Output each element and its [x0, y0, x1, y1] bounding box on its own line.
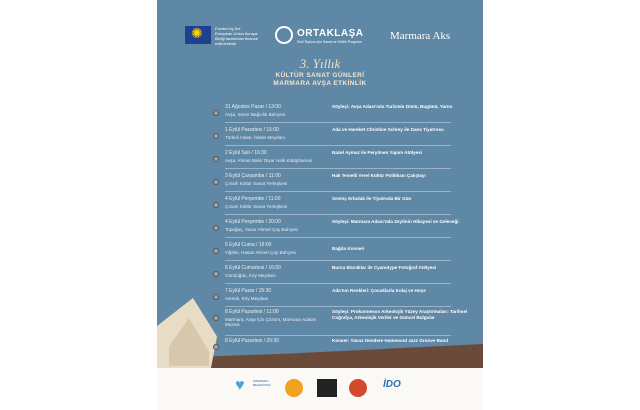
bullet-icon	[213, 344, 219, 350]
divider	[225, 306, 451, 307]
bullet-icon	[213, 271, 219, 277]
event-place: Marmara, Avşa İçin Çözüm, Marmara Adaları Müzesi	[225, 317, 317, 327]
event-place: Avşa, Ahmet Bakır Diyar Halk Kütüphanesi	[225, 158, 312, 163]
event-row	[211, 126, 451, 146]
event-title: Bağda Konseri	[332, 246, 365, 251]
event-row	[211, 103, 451, 123]
sponsor-seal-logo	[349, 379, 367, 397]
event-title: Sevinç Erbulak ile Tiyatroda Bir Gün	[332, 196, 412, 201]
bullet-icon	[213, 248, 219, 254]
event-place: Çınarlı Kültür Sanat Yerleşkesi	[225, 181, 288, 186]
event-title: Söyleşi: Avşa Adası'nda Turizmin Dünü, Bugünü, Yarını	[332, 104, 453, 109]
title-line-1: KÜLTÜR SANAT GÜNLERİ	[275, 72, 365, 79]
event-title: Hak Temelli Yerel Kültür Politikası Çalıştayı	[332, 173, 426, 178]
divider	[225, 145, 451, 146]
event-title: Burcu Bücüklar ile Cyanotype Fotoğraf Atölyesi	[332, 265, 437, 270]
event-date: 8 Eylül Pazartesi / 11:00	[225, 309, 279, 315]
event-place: Gündoğdu, Köy Meydanı	[225, 273, 276, 278]
heart-logo-icon: ♥	[235, 377, 245, 394]
event-date: 5 Eylül Cuma / 19:00	[225, 242, 272, 248]
event-title: Konser: Yavuz Dendere Hammond Jazz Groove Band	[332, 338, 449, 343]
bullet-icon	[213, 110, 219, 116]
bullet-icon	[213, 315, 219, 321]
divider	[225, 191, 451, 192]
divider	[225, 283, 451, 284]
event-date: 31 Ağustos Pazar / 13:00	[225, 104, 281, 110]
event-date: 1 Eylül Pazartesi / 15:00	[225, 127, 279, 133]
event-place: Topağaç, Yazar Ahmet Çay Bahçesi	[225, 227, 298, 232]
eu-flag-icon: ✺	[185, 26, 211, 44]
municipality-text: MARMARA BELEDİYESİ	[253, 379, 271, 387]
divider	[225, 237, 451, 238]
event-row	[211, 337, 451, 357]
divider	[225, 168, 451, 169]
event-row	[211, 287, 451, 307]
event-date: 6 Eylül Cumartesi / 16:00	[225, 265, 281, 271]
event-date: 7 Eylül Pazar / 15:30	[225, 288, 272, 294]
sponsor-footer	[157, 370, 483, 410]
event-date: 4 Eylül Perşembe / 20:00	[225, 219, 281, 225]
event-title: Nazel Aymaz ile Peryönen Yapım Atölyesi	[332, 150, 423, 155]
event-place: Yiğitler, Hasan Ahmet Çay Bahçesi	[225, 250, 296, 255]
event-place: Avşa, Sezer Bağcılık Bahçesi	[225, 112, 285, 117]
event-row	[211, 241, 451, 261]
event-place: Asmalı, Köy Meydanı	[225, 296, 269, 301]
eu-funding-text: Funded by the European Union Avrupa Birliği tarafından finanse edilmektedir	[215, 26, 258, 46]
poster	[157, 0, 483, 410]
event-place: Çınarlı Kültür Sanat Yerleşkesi	[225, 204, 288, 209]
marmara-aks-logo: Marmara Aks	[390, 30, 451, 42]
event-row	[211, 308, 468, 336]
ortaklasa-logo-icon	[275, 26, 293, 44]
event-row	[211, 172, 451, 192]
ortaklasa-title: ORTAKLAŞA	[297, 28, 364, 39]
sponsor-circle-logo	[285, 379, 303, 397]
event-date: 8 Eylül Pazartesi / 20:30	[225, 338, 279, 344]
event-date: 4 Eylül Perşembe / 11:00	[225, 196, 281, 202]
bullet-icon	[213, 225, 219, 231]
event-title: Ada ve Hareket Christine Schrey ile Dans Tiyatrosu	[332, 127, 444, 132]
divider	[225, 214, 451, 215]
event-place: Türkeli Adası, İskele Meydanı	[225, 135, 286, 140]
event-date: 3 Eylül Çarşamba / 11:00	[225, 173, 281, 179]
event-title: Ada'nın Renkleri: Çocuklarla Kolaj ve Hoşe	[332, 288, 426, 293]
event-row	[211, 195, 451, 215]
event-title: Söyleşi: Marmara Adası'nda Zeytinin Hikayesi ve Geleceği	[332, 219, 459, 224]
event-title: Söyleşi: Prokonnesos Arkeolojik Yüzey Araştırmaları: Tarihsel Coğrafya, Arkeolojik Veriler ve Güncel Bulgular	[332, 309, 468, 320]
edition-label: 3. Yıllık	[299, 56, 341, 71]
bullet-icon	[213, 156, 219, 162]
bullet-icon	[213, 202, 219, 208]
bullet-icon	[213, 294, 219, 300]
event-row	[211, 149, 451, 169]
ortaklasa-subtitle: Sivil Toplum için Sanat ve Kültür Programı	[297, 40, 363, 44]
title-line-2: MARMARA AVŞA ETKİNLİK	[273, 80, 367, 87]
divider	[225, 335, 451, 336]
ido-logo: İDO	[383, 379, 401, 390]
divider	[225, 260, 451, 261]
sponsor-block-logo	[317, 379, 337, 397]
bullet-icon	[213, 133, 219, 139]
event-row	[211, 218, 459, 238]
event-date: 2 Eylül Salı / 16:30	[225, 150, 267, 156]
bullet-icon	[213, 179, 219, 185]
divider	[225, 122, 451, 123]
event-row	[211, 264, 451, 284]
